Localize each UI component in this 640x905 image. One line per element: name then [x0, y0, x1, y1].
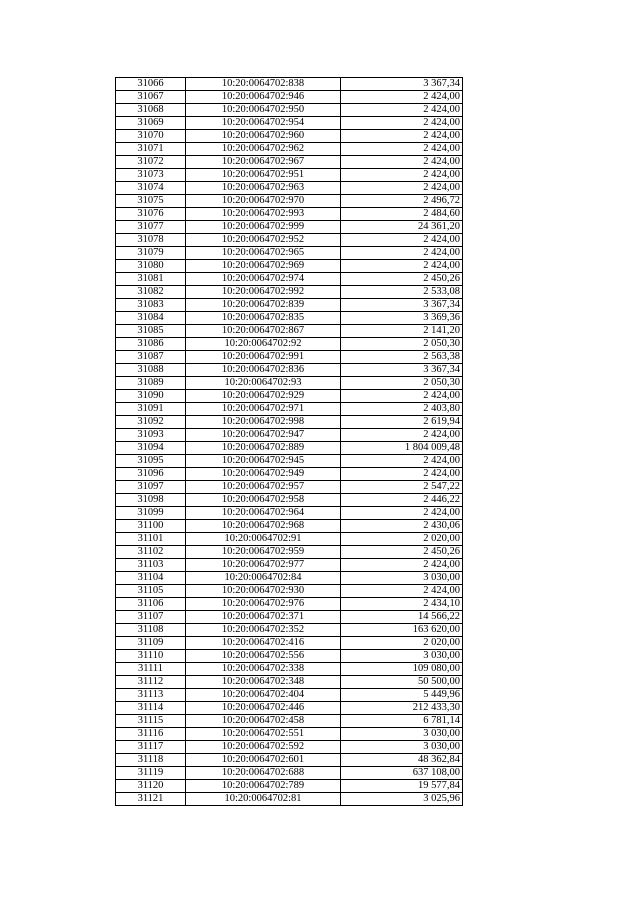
value-cell: 2 424,00: [341, 585, 463, 598]
row-number-cell: 31116: [116, 728, 186, 741]
row-number-cell: 31078: [116, 234, 186, 247]
cadastral-number-cell: 10:20:0064702:92: [186, 338, 341, 351]
cadastral-number-cell: 10:20:0064702:889: [186, 442, 341, 455]
table-row: [116, 585, 463, 598]
cadastral-number-cell: 10:20:0064702:991: [186, 351, 341, 364]
table-row: [116, 793, 463, 806]
row-number-cell: 31079: [116, 247, 186, 260]
table-row: [116, 442, 463, 455]
cadastral-number-cell: 10:20:0064702:977: [186, 559, 341, 572]
cadastral-number-cell: 10:20:0064702:954: [186, 117, 341, 130]
row-number-cell: 31098: [116, 494, 186, 507]
value-cell: 14 566,22: [341, 611, 463, 624]
table-row: [116, 351, 463, 364]
cadastral-number-cell: 10:20:0064702:968: [186, 520, 341, 533]
cadastral-number-cell: 10:20:0064702:969: [186, 260, 341, 273]
table-row: [116, 754, 463, 767]
row-number-cell: 31074: [116, 182, 186, 195]
table-row: [116, 377, 463, 390]
table-row: [116, 221, 463, 234]
value-cell: 3 030,00: [341, 650, 463, 663]
row-number-cell: 31086: [116, 338, 186, 351]
table-row: [116, 663, 463, 676]
cadastral-number-cell: 10:20:0064702:952: [186, 234, 341, 247]
table-row: [116, 728, 463, 741]
row-number-cell: 31082: [116, 286, 186, 299]
value-cell: 163 620,00: [341, 624, 463, 637]
row-number-cell: 31094: [116, 442, 186, 455]
row-number-cell: 31084: [116, 312, 186, 325]
table-row: [116, 559, 463, 572]
table-row: [116, 624, 463, 637]
row-number-cell: 31090: [116, 390, 186, 403]
table-row: [116, 182, 463, 195]
row-number-cell: 31076: [116, 208, 186, 221]
row-number-cell: 31117: [116, 741, 186, 754]
value-cell: 2 450,26: [341, 546, 463, 559]
table-row: [116, 611, 463, 624]
row-number-cell: 31096: [116, 468, 186, 481]
value-cell: 2 424,00: [341, 143, 463, 156]
table-row: [116, 676, 463, 689]
cadastral-number-cell: 10:20:0064702:838: [186, 78, 341, 91]
row-number-cell: 31099: [116, 507, 186, 520]
table-row: [116, 364, 463, 377]
value-cell: 2 424,00: [341, 156, 463, 169]
table-row: [116, 312, 463, 325]
table-row: [116, 546, 463, 559]
table-row: [116, 169, 463, 182]
table-row: [116, 520, 463, 533]
table-row: [116, 468, 463, 481]
cadastral-number-cell: 10:20:0064702:93: [186, 377, 341, 390]
value-cell: 3 367,34: [341, 299, 463, 312]
cadastral-number-cell: 10:20:0064702:352: [186, 624, 341, 637]
value-cell: 3 030,00: [341, 741, 463, 754]
cadastral-number-cell: 10:20:0064702:974: [186, 273, 341, 286]
value-cell: 2 050,30: [341, 377, 463, 390]
value-cell: 212 433,30: [341, 702, 463, 715]
value-cell: 2 424,00: [341, 260, 463, 273]
row-number-cell: 31085: [116, 325, 186, 338]
cadastral-number-cell: 10:20:0064702:999: [186, 221, 341, 234]
table-row: [116, 403, 463, 416]
table-row: [116, 247, 463, 260]
cadastral-number-cell: 10:20:0064702:348: [186, 676, 341, 689]
cadastral-number-cell: 10:20:0064702:835: [186, 312, 341, 325]
cadastral-number-cell: 10:20:0064702:962: [186, 143, 341, 156]
value-cell: 6 781,14: [341, 715, 463, 728]
cadastral-number-cell: 10:20:0064702:965: [186, 247, 341, 260]
cadastral-number-cell: 10:20:0064702:963: [186, 182, 341, 195]
row-number-cell: 31108: [116, 624, 186, 637]
value-cell: 1 804 009,48: [341, 442, 463, 455]
cadastral-number-cell: 10:20:0064702:688: [186, 767, 341, 780]
cadastral-number-cell: 10:20:0064702:81: [186, 793, 341, 806]
row-number-cell: 31112: [116, 676, 186, 689]
table-row: [116, 715, 463, 728]
value-cell: 2 424,00: [341, 169, 463, 182]
value-cell: 24 361,20: [341, 221, 463, 234]
row-number-cell: 31113: [116, 689, 186, 702]
row-number-cell: 31091: [116, 403, 186, 416]
cadastral-number-cell: 10:20:0064702:601: [186, 754, 341, 767]
cadastral-number-cell: 10:20:0064702:551: [186, 728, 341, 741]
value-cell: 3 367,34: [341, 364, 463, 377]
cadastral-number-cell: 10:20:0064702:992: [186, 286, 341, 299]
cadastral-number-cell: 10:20:0064702:958: [186, 494, 341, 507]
value-cell: 48 362,84: [341, 754, 463, 767]
value-cell: 2 424,00: [341, 559, 463, 572]
cadastral-number-cell: 10:20:0064702:959: [186, 546, 341, 559]
value-cell: 2 496,72: [341, 195, 463, 208]
value-cell: 5 449,96: [341, 689, 463, 702]
cadastral-number-cell: 10:20:0064702:970: [186, 195, 341, 208]
row-number-cell: 31104: [116, 572, 186, 585]
table-row: [116, 104, 463, 117]
value-cell: 3 025,96: [341, 793, 463, 806]
value-cell: 2 424,00: [341, 234, 463, 247]
row-number-cell: 31072: [116, 156, 186, 169]
row-number-cell: 31069: [116, 117, 186, 130]
cadastral-number-cell: 10:20:0064702:951: [186, 169, 341, 182]
value-cell: 2 424,00: [341, 247, 463, 260]
table-row: [116, 689, 463, 702]
row-number-cell: 31077: [116, 221, 186, 234]
row-number-cell: 31066: [116, 78, 186, 91]
row-number-cell: 31075: [116, 195, 186, 208]
value-cell: 2 533,08: [341, 286, 463, 299]
table-row: [116, 429, 463, 442]
value-cell: 2 424,00: [341, 91, 463, 104]
value-cell: 2 446,22: [341, 494, 463, 507]
row-number-cell: 31102: [116, 546, 186, 559]
table-row: [116, 533, 463, 546]
cadastral-number-cell: 10:20:0064702:839: [186, 299, 341, 312]
cadastral-number-cell: 10:20:0064702:967: [186, 156, 341, 169]
table-row: [116, 702, 463, 715]
cadastral-number-cell: 10:20:0064702:371: [186, 611, 341, 624]
row-number-cell: 31107: [116, 611, 186, 624]
value-cell: 637 108,00: [341, 767, 463, 780]
table-row: [116, 325, 463, 338]
table-row: [116, 208, 463, 221]
cadastral-number-cell: 10:20:0064702:946: [186, 91, 341, 104]
value-cell: 2 424,00: [341, 455, 463, 468]
table-row: [116, 91, 463, 104]
row-number-cell: 31093: [116, 429, 186, 442]
cadastral-number-cell: 10:20:0064702:91: [186, 533, 341, 546]
value-cell: 2 424,00: [341, 429, 463, 442]
value-cell: 2 424,00: [341, 468, 463, 481]
value-cell: 2 484,60: [341, 208, 463, 221]
table-row: [116, 273, 463, 286]
value-cell: 2 424,00: [341, 104, 463, 117]
value-cell: 3 369,36: [341, 312, 463, 325]
cadastral-number-cell: 10:20:0064702:949: [186, 468, 341, 481]
cadastral-number-cell: 10:20:0064702:976: [186, 598, 341, 611]
value-cell: 3 030,00: [341, 728, 463, 741]
table-row: [116, 234, 463, 247]
table-row: [116, 416, 463, 429]
row-number-cell: 31068: [116, 104, 186, 117]
row-number-cell: 31103: [116, 559, 186, 572]
row-number-cell: 31115: [116, 715, 186, 728]
row-number-cell: 31070: [116, 130, 186, 143]
value-cell: 2 424,00: [341, 182, 463, 195]
row-number-cell: 31081: [116, 273, 186, 286]
value-cell: 2 619,94: [341, 416, 463, 429]
table-row: [116, 260, 463, 273]
cadastral-number-cell: 10:20:0064702:998: [186, 416, 341, 429]
cadastral-number-cell: 10:20:0064702:556: [186, 650, 341, 663]
cadastral-number-cell: 10:20:0064702:836: [186, 364, 341, 377]
value-cell: 2 020,00: [341, 637, 463, 650]
table-row: [116, 767, 463, 780]
row-number-cell: 31105: [116, 585, 186, 598]
table-row: [116, 78, 463, 91]
row-number-cell: 31111: [116, 663, 186, 676]
value-cell: 2 434,10: [341, 598, 463, 611]
row-number-cell: 31121: [116, 793, 186, 806]
cadastral-number-cell: 10:20:0064702:930: [186, 585, 341, 598]
row-number-cell: 31114: [116, 702, 186, 715]
row-number-cell: 31080: [116, 260, 186, 273]
table-row: [116, 741, 463, 754]
value-cell: 2 141,20: [341, 325, 463, 338]
table-row: [116, 390, 463, 403]
cadastral-number-cell: 10:20:0064702:947: [186, 429, 341, 442]
table-row: [116, 338, 463, 351]
cadastral-number-cell: 10:20:0064702:458: [186, 715, 341, 728]
cadastral-number-cell: 10:20:0064702:867: [186, 325, 341, 338]
table-row: [116, 156, 463, 169]
row-number-cell: 31120: [116, 780, 186, 793]
row-number-cell: 31095: [116, 455, 186, 468]
table-row: [116, 572, 463, 585]
cadastral-number-cell: 10:20:0064702:404: [186, 689, 341, 702]
value-cell: 2 424,00: [341, 117, 463, 130]
value-cell: 2 430,06: [341, 520, 463, 533]
value-cell: 2 563,38: [341, 351, 463, 364]
table-row: [116, 650, 463, 663]
table-row: [116, 286, 463, 299]
value-cell: 2 020,00: [341, 533, 463, 546]
table-row: [116, 507, 463, 520]
value-cell: 2 450,26: [341, 273, 463, 286]
cadastral-number-cell: 10:20:0064702:592: [186, 741, 341, 754]
row-number-cell: 31100: [116, 520, 186, 533]
row-number-cell: 31118: [116, 754, 186, 767]
row-number-cell: 31067: [116, 91, 186, 104]
value-cell: 50 500,00: [341, 676, 463, 689]
cadastral-number-cell: 10:20:0064702:416: [186, 637, 341, 650]
row-number-cell: 31106: [116, 598, 186, 611]
cadastral-number-cell: 10:20:0064702:971: [186, 403, 341, 416]
row-number-cell: 31071: [116, 143, 186, 156]
table-row: [116, 637, 463, 650]
cadastral-number-cell: 10:20:0064702:957: [186, 481, 341, 494]
cadastral-number-cell: 10:20:0064702:84: [186, 572, 341, 585]
cadastral-number-cell: 10:20:0064702:993: [186, 208, 341, 221]
value-cell: 2 424,00: [341, 390, 463, 403]
row-number-cell: 31119: [116, 767, 186, 780]
row-number-cell: 31097: [116, 481, 186, 494]
value-cell: 109 080,00: [341, 663, 463, 676]
cadastral-number-cell: 10:20:0064702:929: [186, 390, 341, 403]
row-number-cell: 31088: [116, 364, 186, 377]
cadastral-number-cell: 10:20:0064702:338: [186, 663, 341, 676]
table-row: [116, 455, 463, 468]
row-number-cell: 31083: [116, 299, 186, 312]
value-cell: 2 424,00: [341, 507, 463, 520]
cadastral-number-cell: 10:20:0064702:446: [186, 702, 341, 715]
table-row: [116, 780, 463, 793]
table-row: [116, 195, 463, 208]
row-number-cell: 31087: [116, 351, 186, 364]
table-row: [116, 598, 463, 611]
value-cell: 3 030,00: [341, 572, 463, 585]
table-row: [116, 494, 463, 507]
value-cell: 2 403,80: [341, 403, 463, 416]
row-number-cell: 31073: [116, 169, 186, 182]
row-number-cell: 31089: [116, 377, 186, 390]
value-cell: 2 547,22: [341, 481, 463, 494]
table-body: [116, 78, 463, 806]
cadastral-number-cell: 10:20:0064702:945: [186, 455, 341, 468]
value-cell: 2 424,00: [341, 130, 463, 143]
table-row: [116, 481, 463, 494]
value-cell: 3 367,34: [341, 78, 463, 91]
table-row: [116, 299, 463, 312]
row-number-cell: 31101: [116, 533, 186, 546]
value-cell: 19 577,84: [341, 780, 463, 793]
cadastral-number-cell: 10:20:0064702:964: [186, 507, 341, 520]
table-row: [116, 143, 463, 156]
cadastral-number-cell: 10:20:0064702:950: [186, 104, 341, 117]
value-cell: 2 050,30: [341, 338, 463, 351]
cadastral-number-cell: 10:20:0064702:960: [186, 130, 341, 143]
cadastral-number-cell: 10:20:0064702:789: [186, 780, 341, 793]
table-row: [116, 130, 463, 143]
row-number-cell: 31092: [116, 416, 186, 429]
row-number-cell: 31109: [116, 637, 186, 650]
data-table: [115, 77, 463, 806]
row-number-cell: 31110: [116, 650, 186, 663]
table-row: [116, 117, 463, 130]
